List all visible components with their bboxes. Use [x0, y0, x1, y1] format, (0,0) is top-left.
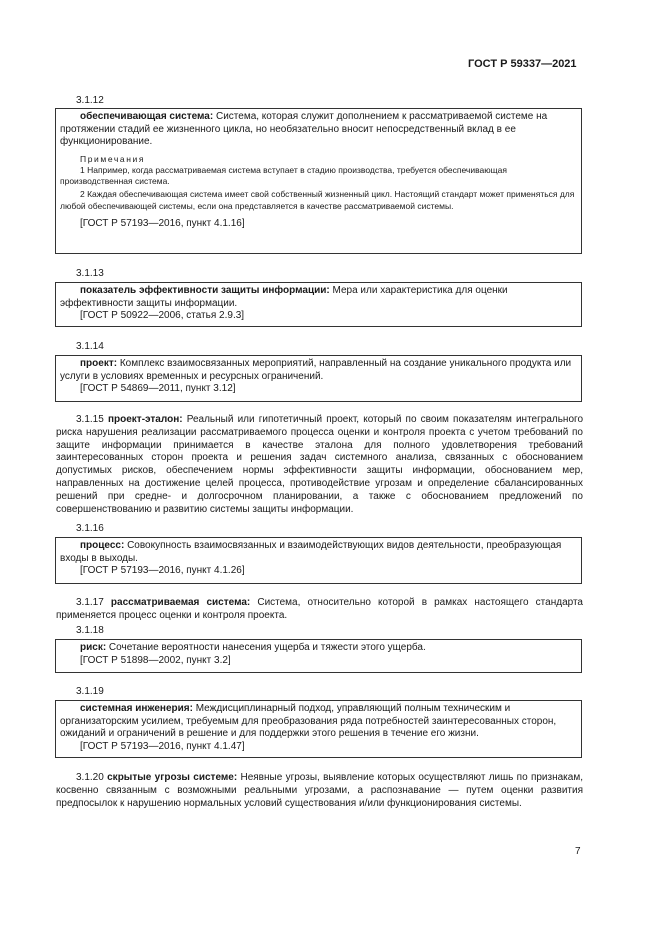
source-reference: [ГОСТ Р 57193—2016, пункт 4.1.26] — [80, 565, 245, 577]
entry-number: 3.1.14 — [76, 341, 104, 352]
source-reference: [ГОСТ Р 50922—2006, статья 2.9.3] — [80, 310, 245, 322]
definition: Система, которая служит дополнением к рассматриваемой системе на протяжении стадий ее жизненного цикла, но необязательно вносит непосредственный вклад в ее функционирование. — [60, 111, 548, 148]
definition-box-3114 — [55, 355, 582, 402]
definition: Сочетание вероятности нанесения ущерба и тяжести этого ущерба. — [106, 642, 426, 653]
source-reference: [ГОСТ Р 57193—2016, пункт 4.1.16] — [80, 217, 245, 229]
document-header: ГОСТ Р 59337—2021 — [468, 58, 577, 70]
definition-text — [60, 540, 577, 565]
term: риск: — [80, 642, 107, 653]
term: процесс: — [80, 540, 125, 551]
definition-text — [60, 111, 577, 149]
entry-number: 3.1.17 — [76, 597, 104, 608]
definition-text — [60, 642, 577, 655]
definition-box-3113 — [55, 282, 582, 327]
definition-box-3112 — [55, 108, 582, 254]
term: рассматриваемая система: — [110, 597, 251, 608]
notes-heading: Примечания — [80, 153, 146, 164]
term: показатель эффективности защиты информации: — [80, 285, 330, 296]
source-reference: [ГОСТ Р 51898—2002, пункт 3.2] — [80, 654, 231, 666]
definition: Междисциплинарный подход, управляющий полным техническим и организаторским усилием, требуемым для преобразования ряда потребностей заинтересованных сторон, ожиданий и ограничений в решение и для поддержки этого решения в течение его жизни. — [60, 703, 557, 740]
definition: Неявные угрозы, выявление которых осуществляют лишь по признакам, косвенно связанным с возможными реальными угрозами, а распознавание — путем оценки развития предпосылок к нарушению нормальных условий существования и/или функционирования системы. — [56, 772, 583, 809]
definition: Совокупность взаимосвязанных и взаимодействующих видов деятельности, преобразующая входы в выходы. — [60, 540, 562, 564]
definition: Система, относительно которой в рамках настоящего стандарта применяется процесс оценки и контроля проекта. — [56, 597, 583, 621]
term: обеспечивающая система: — [80, 111, 214, 122]
definition: Комплекс взаимосвязанных мероприятий, направленный на создание уникального продукта или услуги в условиях временных и ресурсных ограничений. — [60, 358, 572, 382]
definition: Мера или характеристика для оценки эффективности защиты информации. — [60, 285, 508, 309]
definition-box-3119 — [55, 700, 582, 758]
page-number: 7 — [575, 846, 581, 857]
paragraph-3117 — [56, 597, 583, 623]
definition-box-3118 — [55, 639, 582, 673]
entry-number: 3.1.19 — [76, 686, 104, 697]
term: проект-эталон: — [107, 414, 183, 425]
notes — [60, 154, 577, 212]
entry-number: 3.1.15 — [76, 414, 104, 425]
entry-number: 3.1.12 — [76, 95, 104, 106]
entry-number: 3.1.13 — [76, 268, 104, 279]
paragraph-3115 — [56, 414, 583, 516]
source-reference: [ГОСТ Р 57193—2016, пункт 4.1.47] — [80, 740, 245, 752]
note-1: 1 Например, когда рассматриваемая система вступает в стадию производства, требуется обеспечивающая производственная система. — [60, 164, 507, 187]
paragraph-3120 — [56, 772, 583, 810]
definition-text — [60, 703, 577, 741]
term: скрытые угрозы системе: — [107, 772, 238, 783]
definition-text — [60, 285, 577, 310]
entry-number: 3.1.20 — [76, 772, 104, 783]
term: системная инженерия: — [80, 703, 193, 714]
entry-number: 3.1.18 — [76, 625, 104, 636]
note-2: 2 Каждая обеспечивающая система имеет свой собственный жизненный цикл. Настоящий стандарт может применяться для любой обеспечивающей системы, если она представляется в качестве рассматриваемой системы. — [60, 189, 575, 211]
definition: Реальный или гипотетичный проект, который по своим показателям интегрального риска нарушения реализации рассматриваемого процесса оценки и контроля проекта с учетом требований по защите информации принимается в качестве эталона для полного удовлетворения требований заинтересованных сторон проекта и решения задач системного анализа, связанных с обоснованием допустимых рисков, обеспечением нормы эффективности защиты информации, обоснованием мер, направленных на достижение целей процесса, противодействие угрозам и определение сбалансированных решений при средне- и долгосрочном планировании, а также с обоснованием предложений по совершенствованию и развитию системы защиты информации. — [56, 414, 584, 515]
definition-box-3116 — [55, 537, 582, 584]
definition-text — [60, 358, 577, 383]
term: проект: — [80, 358, 118, 369]
entry-number: 3.1.16 — [76, 523, 104, 534]
source-reference: [ГОСТ Р 54869—2011, пункт 3.12] — [80, 383, 236, 395]
